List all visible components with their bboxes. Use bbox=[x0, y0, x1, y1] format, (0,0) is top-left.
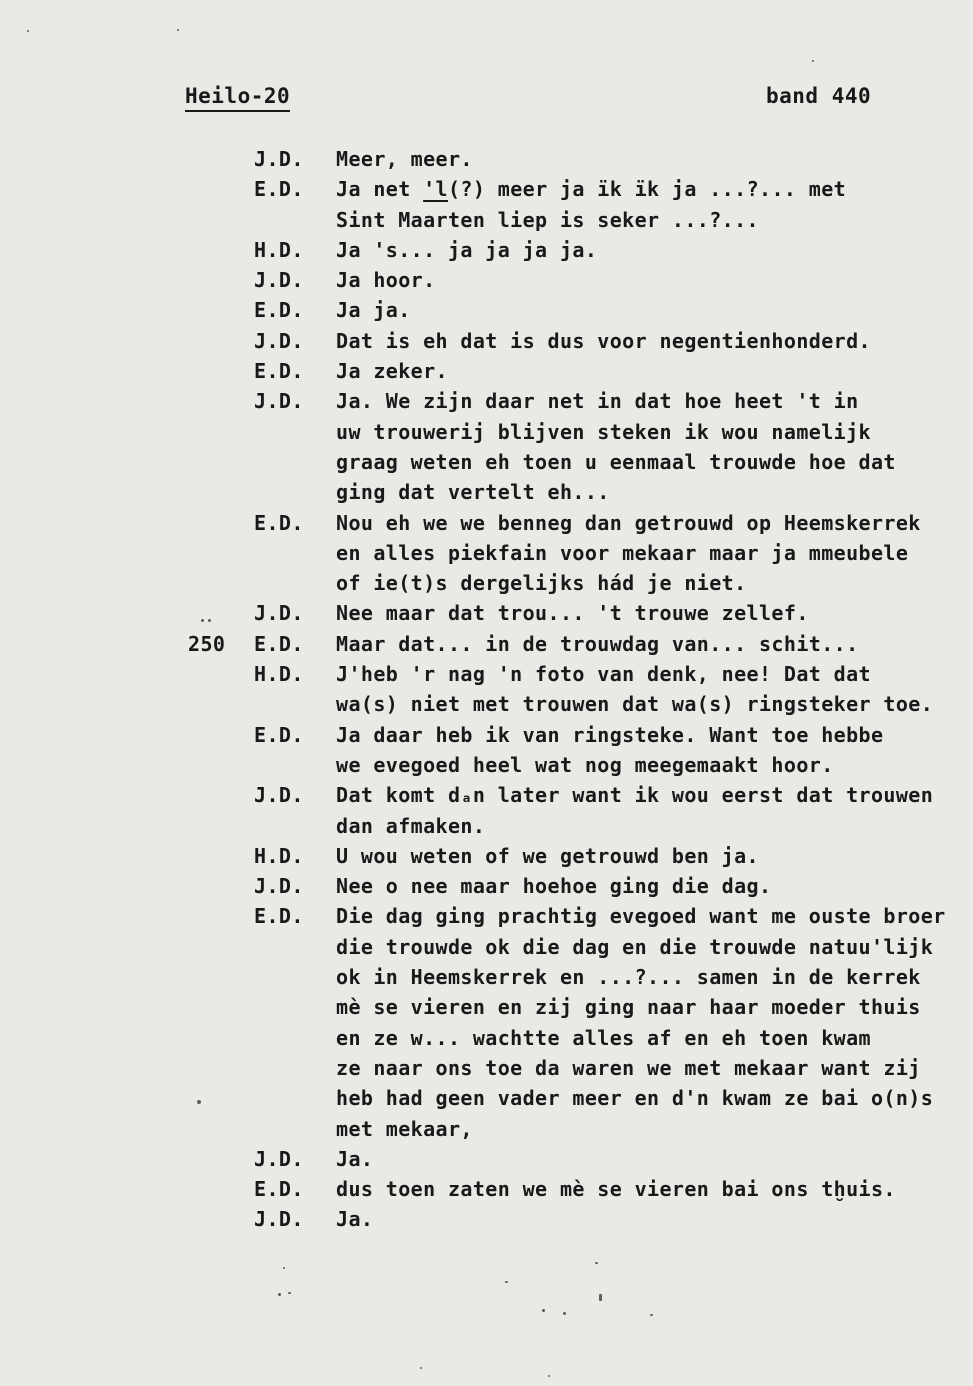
transcript-line bbox=[0, 935, 973, 965]
speaker-label: J.D. bbox=[254, 1146, 304, 1171]
page-title: Heilo-20 bbox=[185, 84, 290, 112]
utterance-text bbox=[336, 1147, 373, 1171]
transcript-line bbox=[0, 420, 973, 450]
speaker-label: J.D. bbox=[254, 389, 304, 414]
speaker-label: E.D. bbox=[254, 177, 304, 202]
text-segment: Ja. bbox=[336, 1207, 374, 1232]
transcript-line bbox=[0, 511, 973, 541]
transcript-line bbox=[0, 1207, 973, 1237]
scan-speck bbox=[278, 1293, 281, 1296]
dialogue bbox=[0, 147, 973, 1238]
speaker-label: E.D. bbox=[254, 298, 304, 323]
utterance-text bbox=[336, 601, 809, 625]
scan-speck bbox=[208, 619, 211, 622]
speaker-label: J.D. bbox=[254, 1207, 304, 1232]
utterance-text bbox=[336, 1026, 871, 1050]
utterance-text bbox=[336, 238, 597, 262]
transcript-line bbox=[0, 571, 973, 601]
utterance-text bbox=[336, 965, 921, 989]
transcript-line bbox=[0, 874, 973, 904]
text-segment: Meer, meer. bbox=[336, 147, 473, 171]
text-segment: en ze w... wachtte alles af en eh toen kwam bbox=[336, 1025, 871, 1050]
transcript-line bbox=[0, 904, 973, 934]
speaker-label: J.D. bbox=[254, 328, 304, 353]
scan-speck bbox=[201, 619, 204, 622]
text-segment: heb had geen vader meer en d'n kwam ze bai o(n)s bbox=[336, 1086, 934, 1111]
utterance-text bbox=[336, 147, 473, 171]
text-segment: Nee maar dat trou... 't trouwe zellef. bbox=[336, 601, 809, 626]
utterance-text bbox=[336, 480, 610, 504]
utterance-text bbox=[336, 1207, 373, 1231]
transcript-line bbox=[0, 268, 973, 298]
text-segment: ze naar ons toe da waren we met mekaar want zij bbox=[336, 1055, 921, 1080]
transcript-line bbox=[0, 1056, 973, 1086]
utterance-text bbox=[336, 571, 747, 595]
speaker-label: H.D. bbox=[254, 843, 304, 868]
scan-speck bbox=[177, 29, 179, 31]
utterance-text bbox=[336, 1177, 896, 1201]
speaker-label: E.D. bbox=[254, 631, 304, 656]
utterance-text bbox=[336, 692, 933, 716]
text-segment: dus toen zaten we mè se vieren bai ons tḫuis. bbox=[336, 1177, 896, 1202]
utterance-text bbox=[336, 420, 871, 444]
utterance-text bbox=[336, 723, 883, 747]
transcript-line bbox=[0, 723, 973, 753]
text-segment: Nee o nee maar hoehoe ging die dag. bbox=[336, 874, 772, 899]
tape-band-number: band 440 bbox=[766, 84, 872, 108]
utterance-text bbox=[336, 874, 771, 898]
transcript-line bbox=[0, 662, 973, 692]
text-segment: en alles piekfain voor mekaar maar ja mmeubele bbox=[336, 540, 909, 565]
transcript-line bbox=[0, 450, 973, 480]
scan-speck bbox=[812, 60, 814, 62]
text-segment: J'heb 'r nag 'n foto van denk, nee! Dat dat bbox=[336, 662, 871, 687]
transcript-line bbox=[0, 753, 973, 783]
text-segment: Die dag ging prachtig evegoed want me ouste broer bbox=[336, 904, 946, 929]
utterance-text bbox=[336, 1056, 921, 1080]
scan-speck bbox=[563, 1312, 566, 1315]
transcript-line bbox=[0, 601, 973, 631]
text-segment: Ja 's... ja ja ja ja. bbox=[336, 237, 598, 262]
utterance-text bbox=[336, 511, 921, 535]
transcript-line bbox=[0, 1147, 973, 1177]
speaker-label: H.D. bbox=[254, 662, 304, 687]
scan-speck bbox=[283, 1267, 285, 1269]
text-segment: mè se vieren en zij ging naar haar moeder thuis bbox=[336, 995, 921, 1020]
transcript-line bbox=[0, 844, 973, 874]
scan-speck bbox=[599, 1294, 602, 1301]
transcript-line bbox=[0, 480, 973, 510]
scan-speck bbox=[505, 1281, 508, 1283]
transcript-line bbox=[0, 298, 973, 328]
utterance-text bbox=[336, 995, 921, 1019]
text-segment: Dat komt dₐn later want ik wou eerst dat trouwen bbox=[336, 783, 934, 808]
transcript-line bbox=[0, 632, 973, 662]
transcript-line bbox=[0, 541, 973, 571]
speaker-label: H.D. bbox=[254, 237, 304, 262]
margin-line-number: 250 bbox=[188, 631, 226, 656]
utterance-text bbox=[336, 753, 834, 777]
text-segment: uw trouwerij blijven steken ik wou namelijk bbox=[336, 419, 871, 444]
text-segment: Sint Maarten liep is seker ...?... bbox=[336, 207, 759, 232]
utterance-text bbox=[336, 662, 871, 686]
scan-speck bbox=[650, 1314, 653, 1316]
transcript-line bbox=[0, 692, 973, 722]
text-segment: (?) meer ja ïk ïk ja ...?... met bbox=[447, 177, 847, 202]
speaker-label: J.D. bbox=[254, 601, 304, 626]
speaker-label: J.D. bbox=[254, 268, 304, 293]
transcript-line bbox=[0, 147, 973, 177]
text-segment: Ja zeker. bbox=[336, 359, 448, 384]
utterance-text bbox=[336, 844, 759, 868]
scan-speck bbox=[27, 30, 29, 32]
utterance-text bbox=[336, 208, 759, 232]
text-segment: wa(s) niet met trouwen dat wa(s) ringsteker toe. bbox=[336, 692, 934, 717]
transcript-line bbox=[0, 359, 973, 389]
utterance-text bbox=[336, 783, 933, 807]
utterance-text bbox=[336, 632, 859, 656]
transcript-line bbox=[0, 238, 973, 268]
text-segment: Ja hoor. bbox=[336, 268, 436, 293]
transcript-line bbox=[0, 814, 973, 844]
text-segment: Ja net bbox=[336, 177, 424, 202]
utterance-text bbox=[336, 298, 411, 322]
text-segment: of ie(t)s dergelijks hád je niet. bbox=[336, 571, 747, 596]
speaker-label: E.D. bbox=[254, 722, 304, 747]
transcript-line bbox=[0, 1086, 973, 1116]
utterance-text bbox=[336, 904, 946, 928]
transcript-line bbox=[0, 1177, 973, 1207]
transcript-line bbox=[0, 329, 973, 359]
utterance-text bbox=[336, 389, 859, 413]
text-segment: Ja. bbox=[336, 1146, 374, 1171]
text-segment: Ja daar heb ik van ringsteke. Want toe hebbe bbox=[336, 722, 884, 747]
utterance-text bbox=[336, 450, 896, 474]
utterance-text bbox=[336, 1086, 933, 1110]
text-segment: dan afmaken. bbox=[336, 813, 486, 838]
text-segment: met mekaar, bbox=[336, 1116, 473, 1141]
utterance-text bbox=[336, 359, 448, 383]
utterance-text bbox=[336, 935, 933, 959]
speaker-label: J.D. bbox=[254, 783, 304, 808]
text-segment: die trouwde ok die dag en die trouwde natuu'lijk bbox=[336, 934, 934, 959]
scan-speck bbox=[542, 1309, 545, 1312]
utterance-text bbox=[336, 329, 871, 353]
text-segment: Ja. We zijn daar net in dat hoe heet 't in bbox=[336, 389, 859, 414]
utterance-text bbox=[336, 1117, 473, 1141]
transcript-line bbox=[0, 965, 973, 995]
text-segment: ok in Heemskerrek en ...?... samen in de kerrek bbox=[336, 965, 921, 990]
speaker-label: E.D. bbox=[254, 904, 304, 929]
speaker-label: E.D. bbox=[254, 359, 304, 384]
underlined-word: 'l bbox=[423, 177, 448, 202]
transcript-line bbox=[0, 1026, 973, 1056]
utterance-text bbox=[336, 177, 846, 201]
transcript-line bbox=[0, 1117, 973, 1147]
text-segment: graag weten eh toen u eenmaal trouwde hoe dat bbox=[336, 449, 896, 474]
scan-speck bbox=[548, 1375, 550, 1377]
transcript-line bbox=[0, 995, 973, 1025]
transcript-line bbox=[0, 208, 973, 238]
utterance-text bbox=[336, 268, 436, 292]
text-segment: U wou weten of we getrouwd ben ja. bbox=[336, 843, 759, 868]
scan-speck bbox=[595, 1262, 598, 1264]
utterance-text bbox=[336, 541, 908, 565]
scan-speck bbox=[288, 1292, 291, 1294]
scan-speck bbox=[420, 1367, 422, 1369]
text-segment: Ja ja. bbox=[336, 298, 411, 323]
text-segment: Dat is eh dat is dus voor negentienhonderd. bbox=[336, 328, 871, 353]
text-segment: ging dat vertelt eh... bbox=[336, 480, 610, 505]
utterance-text bbox=[336, 814, 485, 838]
speaker-label: E.D. bbox=[254, 510, 304, 535]
speaker-label: J.D. bbox=[254, 147, 304, 171]
transcript-line bbox=[0, 177, 973, 207]
scan-speck bbox=[197, 1100, 201, 1104]
transcript-line bbox=[0, 783, 973, 813]
text-segment: we evegoed heel wat nog meegemaakt hoor. bbox=[336, 752, 834, 777]
speaker-label: E.D. bbox=[254, 1177, 304, 1202]
text-segment: Maar dat... in de trouwdag van... schit... bbox=[336, 631, 859, 656]
transcript-line bbox=[0, 389, 973, 419]
speaker-label: J.D. bbox=[254, 874, 304, 899]
text-segment: Nou eh we we benneg dan getrouwd op Heemskerrek bbox=[336, 510, 921, 535]
